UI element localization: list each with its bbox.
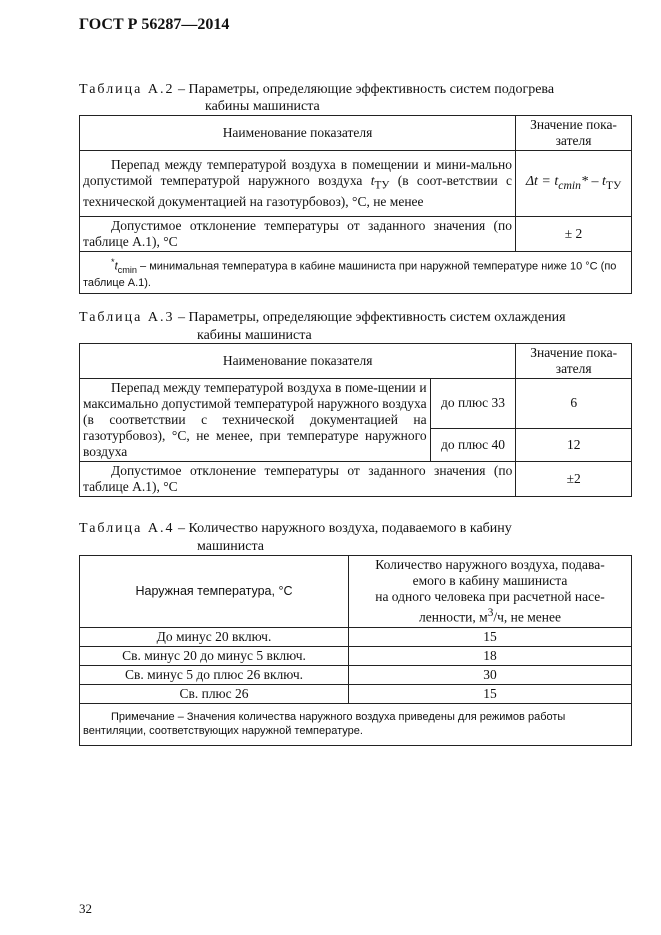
table-a3-row1a-cond: до плюс 33 (430, 379, 516, 429)
formula-sub-ty: ТУ (605, 178, 622, 192)
table-a4-temp: Св. минус 20 до минус 5 включ. (80, 646, 349, 665)
table-a4-label: Таблица А.4 (79, 521, 175, 536)
table-a2-row1-var: t (370, 173, 375, 189)
table-a4-temp: Св. минус 5 до плюс 26 включ. (80, 665, 349, 684)
table-a4-col-temp: Наружная температура, °С (80, 556, 349, 628)
table-a2-row1-text-a: Перепад между температурой воздуха в помещении и мини-мально допустимой температурой наружного воздуха (83, 157, 513, 189)
table-a4-col-qty (349, 556, 632, 628)
table-a4-temp: Св. плюс 26 (80, 684, 349, 703)
table-a4-col-qty-line2: емого в кабину машиниста (412, 573, 568, 588)
table-a3-title: – Параметры, определяющие эффективность систем охлаждения (174, 310, 566, 325)
table-a2-row1-text-b: (в соот-ветствии с технической документацией на газотурбовоз), °С, не менее (83, 173, 513, 209)
table-a2-caption-line2: кабины машиниста (205, 99, 320, 114)
table-a3-col-value-line2: зателя (555, 361, 592, 376)
table-a3-col-name: Наименование показателя (80, 344, 516, 379)
table-a4-col-qty-line4a: ленности, м (419, 609, 488, 625)
table-a2-col-value-line1: Значение пока- (530, 117, 617, 132)
table-a2-row1-sub: ТУ (374, 179, 390, 192)
table-a2-row1-formula (516, 151, 632, 217)
table-a2-title: – Параметры, определяющие эффективность систем подогрева (174, 82, 555, 97)
table-a2-col-name: Наименование показателя (80, 116, 516, 151)
table-a4-note: Примечание – Значения количества наружного воздуха приведены для режимов работы вентиляции, соответствующих наружной температуре. (80, 703, 632, 745)
table-a2-row2-name: Допустимое отклонение температуры от заданного значения (по таблице А.1), °С (80, 217, 516, 252)
table-a3-row1-name: Перепад между температурой воздуха в поме-щении и максимально допустимой температурой наружного воздуха (в соответствии с технической документацией на газотурбовоз), °С, не менее, при температуре наружного воздуха (80, 379, 431, 462)
table-a4-caption (79, 520, 512, 537)
table-a4-value: 30 (349, 665, 632, 684)
table-a2-col-value-line2: зателя (555, 133, 592, 148)
table-a4-temp: До минус 20 включ. (80, 627, 349, 646)
table-a2-row2-value: ± 2 (516, 217, 632, 252)
table-row (80, 665, 632, 684)
table-row (80, 646, 632, 665)
table-a3-caption-line2: кабины машиниста (197, 328, 312, 343)
table-a2-caption (79, 81, 631, 98)
note-sub: cmin (117, 264, 137, 275)
table-a4-value: 18 (349, 646, 632, 665)
table-a2-note (80, 252, 632, 294)
note-var: t (114, 260, 118, 273)
formula-sub-cmin: cmin (558, 178, 581, 192)
table-a3-row1a-value: 6 (516, 379, 632, 429)
note-star: * (111, 256, 115, 267)
table-a2 (79, 115, 632, 294)
table-a4-col-qty-line3: на одного человека при расчетной насе- (375, 589, 605, 604)
table-a3-row2-value: ±2 (516, 462, 632, 497)
table-a4-col-qty-line4b: /ч, не менее (493, 609, 561, 625)
table-a4-value: 15 (349, 627, 632, 646)
table-a2-col-value (516, 116, 632, 151)
page-number: 32 (79, 901, 92, 916)
document-header: ГОСТ Р 56287—2014 (79, 16, 230, 33)
formula-mid: * – t (580, 173, 606, 189)
table-a4-value: 15 (349, 684, 632, 703)
table-a3 (79, 343, 632, 497)
table-a4-col-qty-line1: Количество наружного воздуха, подава- (375, 557, 605, 572)
table-a4-caption-line2: машиниста (197, 539, 264, 554)
table-a2-row1-name (80, 151, 516, 217)
table-a3-label: Таблица А.3 (79, 310, 175, 325)
table-a3-col-value (516, 344, 632, 379)
table-a4-col-qty-sup: 3 (487, 607, 494, 619)
table-a4 (79, 555, 632, 746)
formula-delta: Δt = t (525, 173, 559, 189)
table-row (80, 627, 632, 646)
table-row (80, 684, 632, 703)
table-a3-row2-name: Допустимое отклонение температуры от заданного значения (по таблице А.1), °С (80, 462, 516, 497)
table-a3-col-value-line1: Значение пока- (530, 345, 618, 360)
table-a3-row1b-cond: до плюс 40 (430, 428, 516, 461)
table-a2-label: Таблица А.2 (79, 82, 175, 97)
note-text: – минимальная температура в кабине машиниста при наружной температуре ниже 10 °С (по таблице А.1). (83, 260, 617, 290)
table-a4-title: – Количество наружного воздуха, подаваемого в кабину (174, 521, 512, 536)
table-a3-row1b-value: 12 (516, 428, 632, 461)
table-a3-caption (79, 309, 631, 326)
